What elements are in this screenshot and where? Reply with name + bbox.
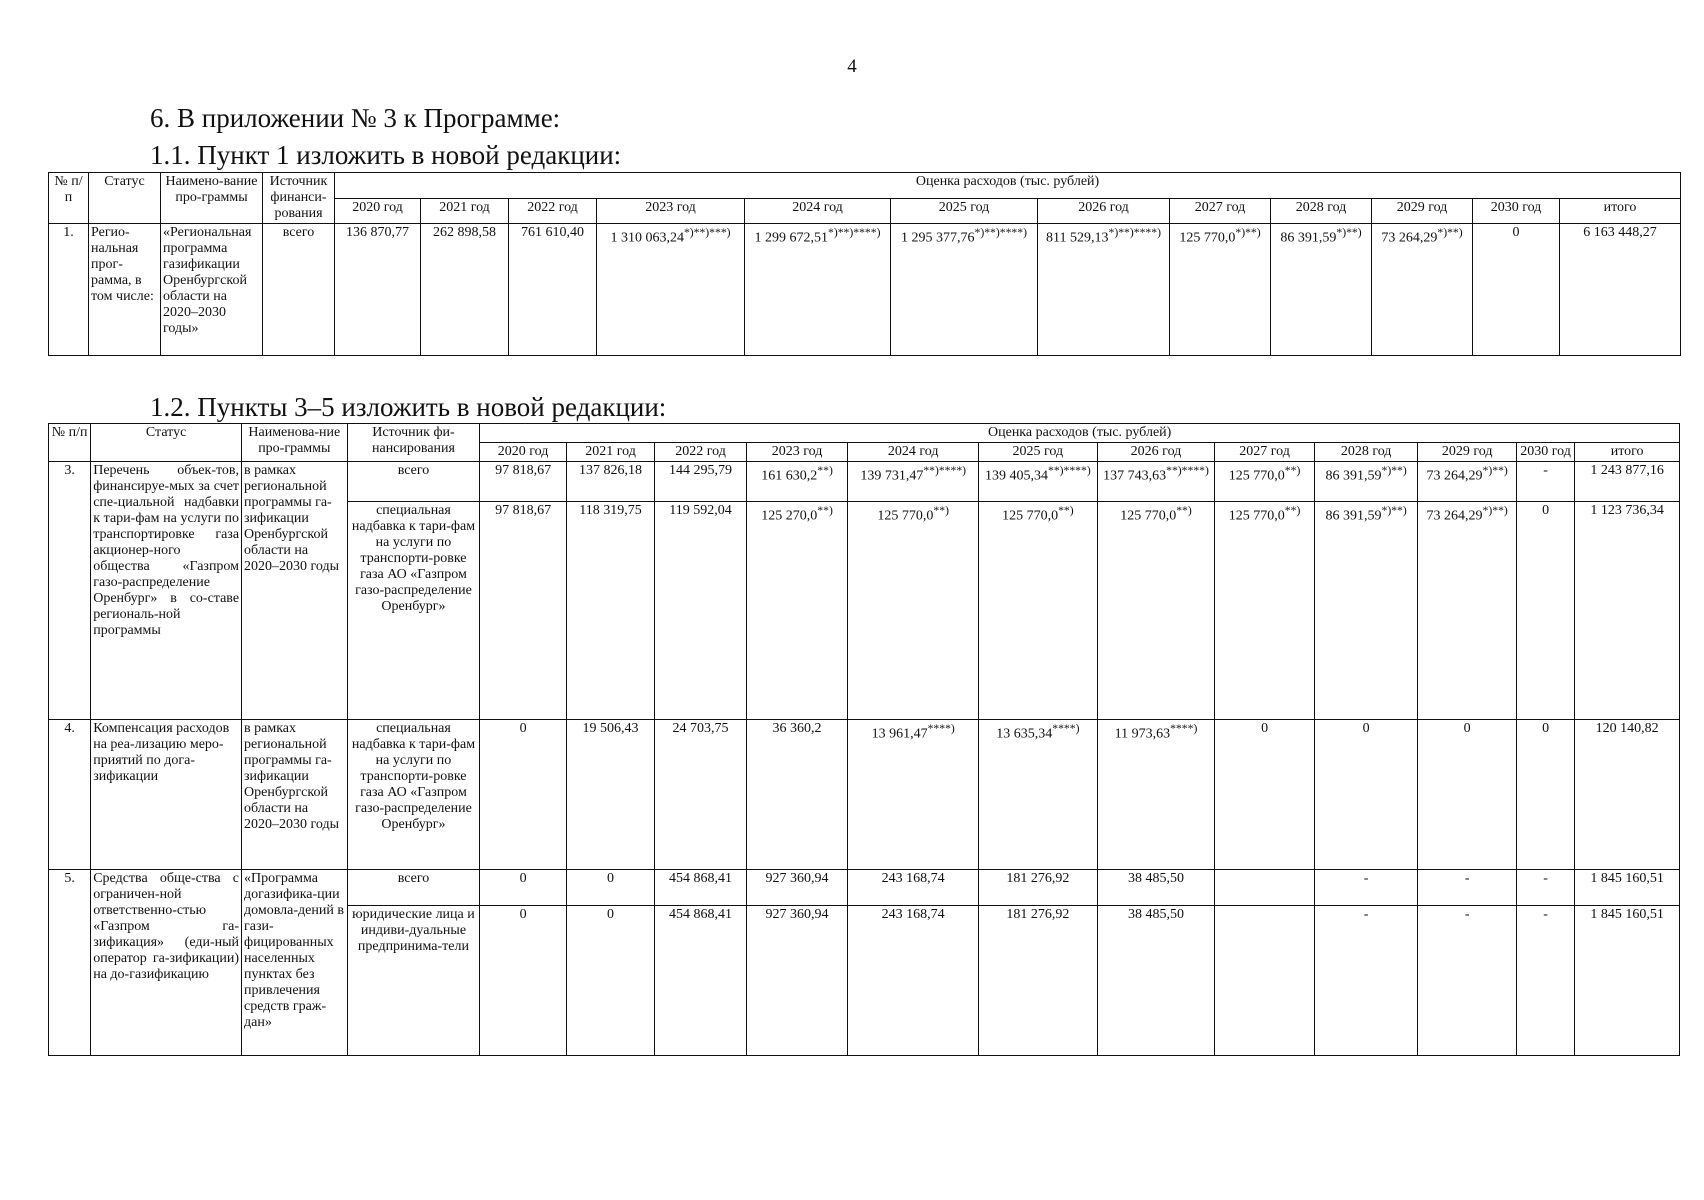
value-cell: 0 (480, 720, 566, 870)
footnote-mark: *)**) (1482, 504, 1508, 517)
value-cell: 0 (566, 906, 654, 1056)
value-cell: 1 299 672,51*)**)****) (745, 224, 891, 356)
header-program-name: Наименова-ние про-граммы (242, 424, 348, 462)
header-year: 2024 год (745, 198, 891, 224)
header-year: 2020 год (335, 198, 421, 224)
row-status: Средства обще-ства с ограничен-ной ответственно-стью «Газпром га-зификация» (еди-ный оператор га-зификации) на до-газификацию (91, 870, 242, 1056)
footnote-mark: *)**) (1437, 226, 1463, 239)
footnote-mark: *)**)****) (1108, 226, 1161, 239)
value-cell: 125 770,0**) (848, 502, 979, 720)
footnote-mark: *)**) (1336, 226, 1362, 239)
table-program-items-3-5 (48, 423, 1680, 1056)
header-total: итого (1560, 198, 1681, 224)
value-cell: 125 770,0**) (1097, 502, 1215, 720)
value-cell: 181 276,92 (979, 906, 1098, 1056)
row-source: юридические лица и индиви-дуальные предпринима-тели (347, 906, 480, 1056)
header-year: 2023 год (597, 198, 745, 224)
row-program-name: в рамках региональной программы га-зификации Оренбургской области на 2020–2030 годы (242, 720, 348, 870)
value-cell: 125 770,0**) (1215, 462, 1315, 502)
value-cell: 454 868,41 (655, 870, 747, 906)
header-year: 2024 год (848, 443, 979, 462)
section-heading-1-2: 1.2. Пункты 3–5 изложить в новой редакции: (150, 392, 667, 422)
row-status: Регио-нальная прог-рамма, в том числе: (89, 224, 161, 356)
table-row (49, 720, 1680, 870)
value-cell: 0 (1215, 720, 1315, 870)
header-status: Статус (91, 424, 242, 462)
row-num: 1. (49, 224, 89, 356)
header-estimate: Оценка расходов (тыс. рублей) (335, 173, 1681, 199)
value-cell: 454 868,41 (655, 906, 747, 1056)
row-status: Перечень объек-тов, финансируе-мых за счет спе-циальной надбавки к тари-фам на услуги по транспортировке газа акционер-ного общества «Газпром газо-распределение Оренбург» в со-ставе региональ-ной программы (91, 462, 242, 720)
value-cell: 761 610,40 (509, 224, 597, 356)
footnote-mark: **) (1284, 464, 1301, 477)
value-cell: - (1418, 906, 1517, 1056)
footnote-mark: **) (933, 504, 949, 517)
footnote-mark: **) (1058, 504, 1074, 517)
value-cell (1215, 906, 1315, 1056)
header-year: 2021 год (566, 443, 654, 462)
value-cell: 136 870,77 (335, 224, 421, 356)
value-cell: 97 818,67 (480, 502, 566, 720)
value-cell: 19 506,43 (566, 720, 654, 870)
value-cell: 125 270,0**) (746, 502, 848, 720)
footnote-mark: *)**) (1381, 464, 1407, 477)
row-source: специальная надбавка к тари-фам на услуги по транспорти-ровке газа АО «Газпром газо-распределение Оренбург» (347, 502, 480, 720)
footnote-mark: **) (817, 504, 833, 517)
value-cell: 243 168,74 (848, 906, 979, 1056)
header-year: 2022 год (509, 198, 597, 224)
value-cell: - (1314, 870, 1418, 906)
row-source: всего (347, 870, 480, 906)
table-row (49, 870, 1680, 906)
total-cell: 120 140,82 (1575, 720, 1680, 870)
header-year: 2020 год (480, 443, 566, 462)
value-cell: 38 485,50 (1097, 870, 1215, 906)
page-number: 4 (847, 56, 857, 77)
value-cell: 86 391,59*)**) (1314, 462, 1418, 502)
value-cell: - (1418, 870, 1517, 906)
header-status: Статус (89, 173, 161, 224)
row-program-name: «Программа догазифика-ции домовла-дений в гази-фицированных населенных пунктах без привлечения средств граж-дан» (242, 870, 348, 1056)
footnote-mark: **) (1284, 504, 1301, 517)
value-cell: - (1314, 906, 1418, 1056)
value-cell: 0 (480, 906, 566, 1056)
header-year: 2027 год (1215, 443, 1315, 462)
value-cell: 86 391,59*)**) (1271, 224, 1372, 356)
header-total: итого (1575, 443, 1680, 462)
total-cell: 1 845 160,51 (1575, 870, 1680, 906)
footnote-mark: *)**) (1482, 464, 1508, 477)
value-cell: 0 (1516, 720, 1574, 870)
header-year: 2026 год (1038, 198, 1170, 224)
value-cell: - (1516, 906, 1574, 1056)
header-year: 2029 год (1372, 198, 1473, 224)
value-cell: 1 310 063,24*)**)***) (597, 224, 745, 356)
value-cell: 125 770,0*)**) (1170, 224, 1271, 356)
total-cell: 1 845 160,51 (1575, 906, 1680, 1056)
header-year: 2030 год (1516, 443, 1574, 462)
row-num: 5. (49, 870, 91, 1056)
row-status: Компенсация расходов на реа-лизацию меро-приятий по дога-зификации (91, 720, 242, 870)
header-num: № п/п (49, 173, 89, 224)
value-cell: 161 630,2**) (746, 462, 848, 502)
row-num: 3. (49, 462, 91, 720)
header-year: 2027 год (1170, 198, 1271, 224)
row-source: всего (347, 462, 480, 502)
total-cell: 1 243 877,16 (1575, 462, 1680, 502)
value-cell: 73 264,29*)**) (1372, 224, 1473, 356)
header-year: 2030 год (1473, 198, 1560, 224)
value-cell: 97 818,67 (480, 462, 566, 502)
value-cell: 137 743,63**)****) (1097, 462, 1215, 502)
section-heading-6: 6. В приложении № 3 к Программе: (150, 103, 561, 133)
value-cell: 11 973,63****) (1097, 720, 1215, 870)
total-cell: 1 123 736,34 (1575, 502, 1680, 720)
section-heading-1-1: 1.1. Пункт 1 изложить в новой редакции: (150, 140, 622, 170)
header-source: Источник финанси-рования (263, 173, 335, 224)
footnote-mark: **)****) (1047, 464, 1091, 477)
value-cell: 73 264,29*)**) (1418, 502, 1517, 720)
table-program-item-1 (48, 172, 1681, 356)
header-year: 2022 год (655, 443, 747, 462)
value-cell: 0 (480, 870, 566, 906)
row-program-name: «Региональная программа газификации Оренбургской области на 2020–2030 годы» (161, 224, 263, 356)
total-cell: 6 163 448,27 (1560, 224, 1681, 356)
footnote-mark: ****) (927, 722, 955, 735)
value-cell: 125 770,0**) (979, 502, 1098, 720)
footnote-mark: **)****) (1166, 464, 1209, 477)
header-year: 2028 год (1271, 198, 1372, 224)
header-source: Источник фи-нансирования (347, 424, 480, 462)
footnote-mark: **) (1176, 504, 1192, 517)
value-cell: 36 360,2 (746, 720, 848, 870)
row-source: всего (263, 224, 335, 356)
header-year: 2029 год (1418, 443, 1517, 462)
value-cell (1215, 870, 1315, 906)
value-cell: 0 (1314, 720, 1418, 870)
value-cell: 0 (566, 870, 654, 906)
value-cell: 24 703,75 (655, 720, 747, 870)
value-cell: 927 360,94 (746, 870, 848, 906)
table-row (49, 224, 1681, 356)
footnote-mark: *)**)****) (828, 226, 881, 239)
footnote-mark: *)**)***) (683, 226, 731, 239)
header-year: 2021 год (421, 198, 509, 224)
row-num: 4. (49, 720, 91, 870)
value-cell: 1 295 377,76*)**)****) (891, 224, 1038, 356)
header-year: 2028 год (1314, 443, 1418, 462)
value-cell: 73 264,29*)**) (1418, 462, 1517, 502)
value-cell: 139 731,47**)****) (848, 462, 979, 502)
value-cell: 38 485,50 (1097, 906, 1215, 1056)
header-estimate: Оценка расходов (тыс. рублей) (480, 424, 1680, 443)
value-cell: - (1516, 462, 1574, 502)
footnote-mark: **) (817, 464, 833, 477)
footnote-mark: **)****) (923, 464, 967, 477)
table-row (49, 462, 1680, 502)
header-year: 2025 год (979, 443, 1098, 462)
value-cell: 139 405,34**)****) (979, 462, 1098, 502)
header-num: № п/п (49, 424, 91, 462)
value-cell: 243 168,74 (848, 870, 979, 906)
footnote-mark: *)**) (1381, 504, 1407, 517)
value-cell: 181 276,92 (979, 870, 1098, 906)
value-cell: 0 (1418, 720, 1517, 870)
footnote-mark: *)**) (1235, 226, 1261, 239)
value-cell: 0 (1516, 502, 1574, 720)
footnote-mark: *)**)****) (974, 226, 1027, 239)
header-year: 2025 год (891, 198, 1038, 224)
value-cell: 137 826,18 (566, 462, 654, 502)
row-source: специальная надбавка к тари-фам на услуги по транспорти-ровке газа АО «Газпром газо-распределение Оренбург» (347, 720, 480, 870)
value-cell: 125 770,0**) (1215, 502, 1315, 720)
header-year: 2023 год (746, 443, 848, 462)
value-cell: - (1516, 870, 1574, 906)
header-program-name: Наимено-вание про-граммы (161, 173, 263, 224)
row-program-name: в рамках региональной программы га-зификации Оренбургской области на 2020–2030 годы (242, 462, 348, 720)
value-cell: 13 635,34****) (979, 720, 1098, 870)
value-cell: 927 360,94 (746, 906, 848, 1056)
value-cell: 262 898,58 (421, 224, 509, 356)
value-cell: 118 319,75 (566, 502, 654, 720)
value-cell: 144 295,79 (655, 462, 747, 502)
footnote-mark: ****) (1052, 722, 1080, 735)
value-cell: 0 (1473, 224, 1560, 356)
header-year: 2026 год (1097, 443, 1215, 462)
value-cell: 86 391,59*)**) (1314, 502, 1418, 720)
value-cell: 811 529,13*)**)****) (1038, 224, 1170, 356)
value-cell: 13 961,47****) (848, 720, 979, 870)
value-cell: 119 592,04 (655, 502, 747, 720)
footnote-mark: ****) (1170, 722, 1198, 735)
